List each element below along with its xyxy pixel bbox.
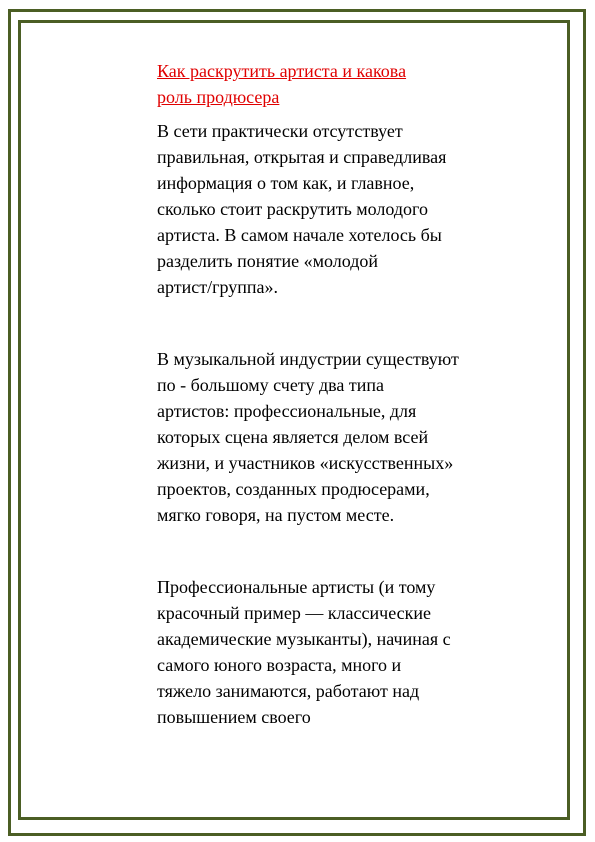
text-line: проектов, созданных продюсерами, — [157, 479, 430, 499]
title-line: Как раскрутить артиста и какова — [157, 61, 407, 81]
text-line: самого юного возраста, много и — [157, 655, 402, 675]
text-line: артист/группа». — [157, 277, 279, 297]
text-line: жизни, и участников «искусственных» — [157, 453, 454, 473]
text-line: В музыкальной индустрии существуют — [157, 349, 459, 369]
document-body — [157, 58, 497, 730]
text-line: правильная, открытая и справедливая — [157, 147, 447, 167]
text-line: сколько стоит раскрутить молодого — [157, 199, 428, 219]
paragraph — [157, 118, 497, 300]
text-line: мягко говоря, на пустом месте. — [157, 505, 395, 525]
text-line: тяжело занимаются, работают над — [157, 681, 420, 701]
text-line: по - большому счету два типа — [157, 375, 384, 395]
text-line: академические музыканты), начиная с — [157, 629, 451, 649]
text-line: разделить понятие «молодой — [157, 251, 379, 271]
text-line: которых сцена является делом всей — [157, 427, 429, 447]
document-title — [157, 58, 497, 110]
title-line: роль продюсера — [157, 87, 280, 107]
text-line: артистов: профессиональные, для — [157, 401, 417, 421]
paragraph — [157, 346, 497, 528]
text-line: информация о том как, и главное, — [157, 173, 415, 193]
paragraph — [157, 574, 497, 730]
text-line: красочный пример — классические — [157, 603, 431, 623]
text-line: В сети практически отсутствует — [157, 121, 403, 141]
text-line: Профессиональные артисты (и тому — [157, 577, 436, 597]
text-line: повышением своего — [157, 707, 311, 727]
text-line: артиста. В самом начале хотелось бы — [157, 225, 442, 245]
